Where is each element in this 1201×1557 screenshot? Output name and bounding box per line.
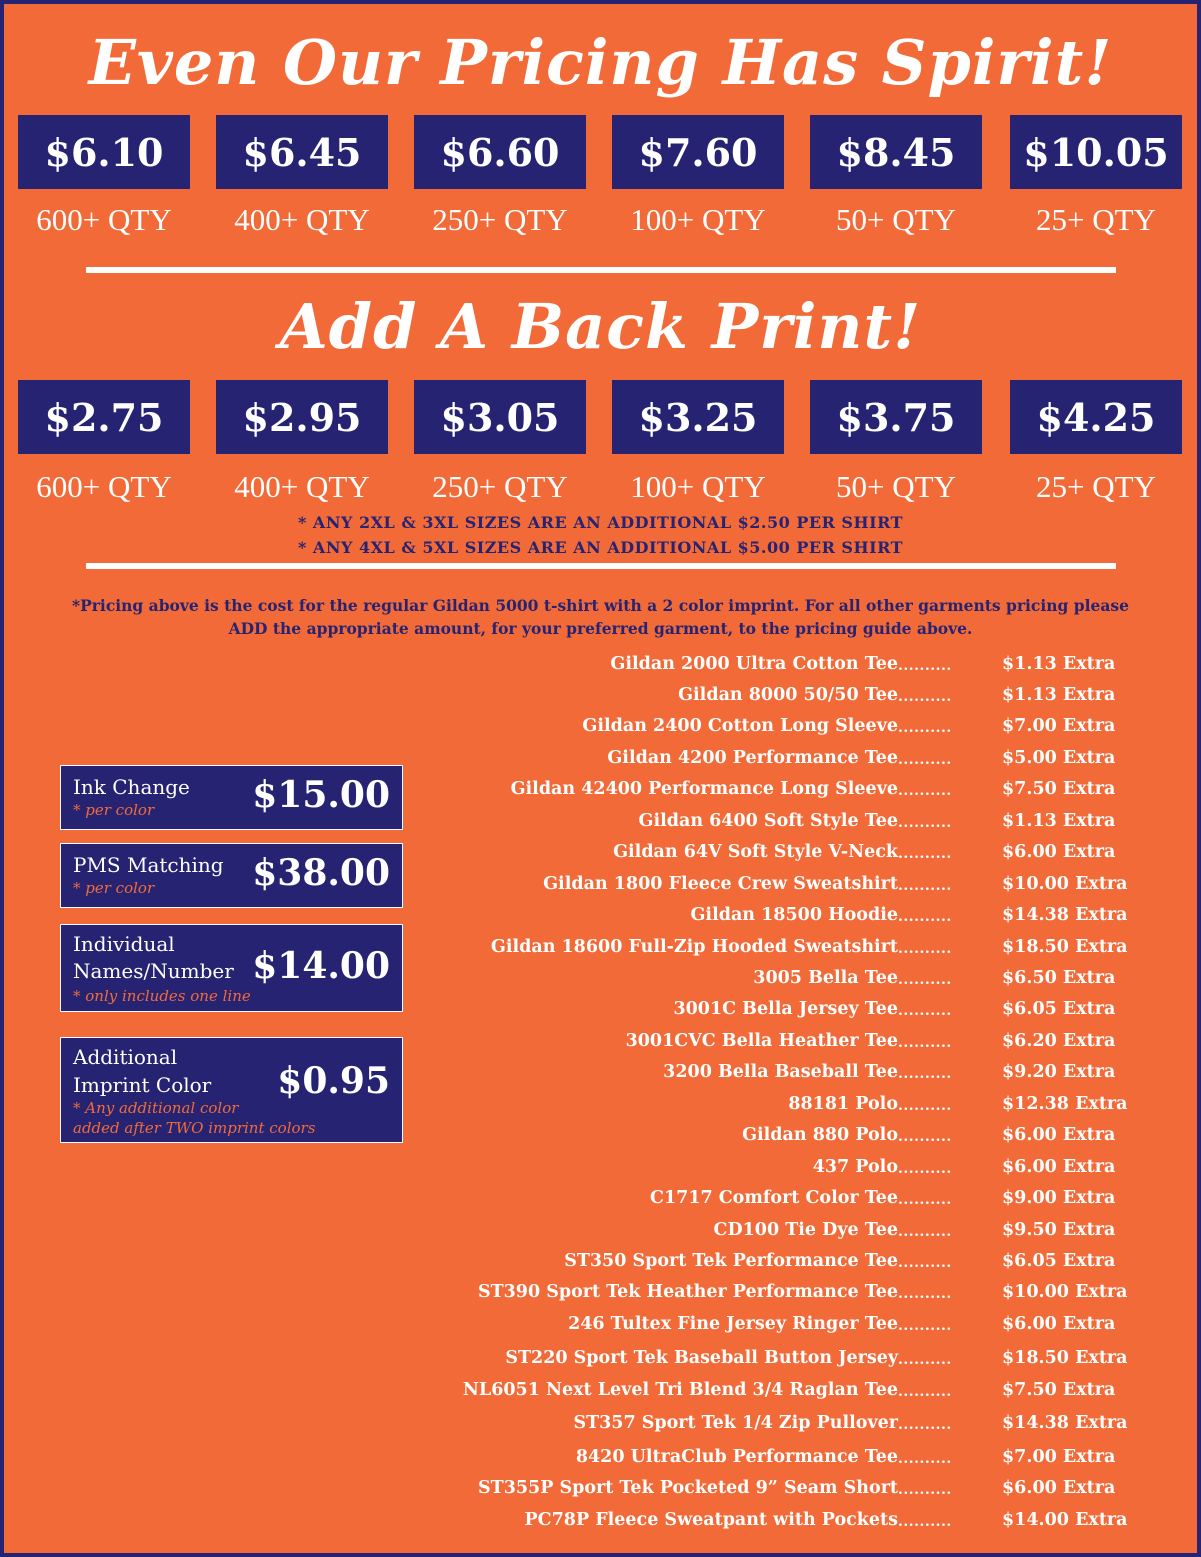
addon-note: * per color [73,801,155,819]
garment-price: $5.00 Extra [1002,748,1116,768]
garment-name: 437 Polo [812,1157,898,1177]
garment-name: Gildan 42400 Performance Long Sleeve [510,779,898,799]
garment-name: C1717 Comfort Color Tee [650,1188,898,1208]
front-qty-label: 250+ QTY [432,202,568,237]
list-item [424,968,1154,999]
back-qty-label: 100+ QTY [630,469,766,504]
leader-dots: .......... [898,1352,952,1368]
leader-dots: .......... [898,1514,952,1530]
garment-price: $14.38 Extra [1002,1413,1128,1433]
leader-dots: .......... [898,1035,952,1051]
garment-name: Gildan 4200 Performance Tee [607,748,898,768]
leader-dots: .......... [898,1129,952,1145]
garment-name: Gildan 18500 Hoodie [690,905,898,925]
price-sheet [4,4,1197,1553]
addon-ink-change [60,765,403,830]
leader-dots: .......... [898,658,952,674]
garment-price: $1.13 Extra [1002,654,1116,674]
main-title: Even Our Pricing Has Spirit! [88,26,1113,99]
back-price-row [18,380,1198,454]
garment-name: 246 Tultex Fine Jersey Ringer Tee [568,1314,898,1334]
addon-label: Names/Number [73,959,234,983]
front-price-box: $6.10 [18,115,190,189]
list-item [424,685,1154,716]
leader-dots: .......... [898,972,952,988]
addon-imprint-color [60,1037,403,1143]
back-price-box: $3.05 [414,380,586,454]
back-price-box: $3.25 [612,380,784,454]
list-item [424,1447,1154,1478]
garment-name: 88181 Polo [788,1094,898,1114]
list-item [424,1478,1154,1509]
list-item [424,874,1154,905]
garment-price: $6.20 Extra [1002,1031,1116,1051]
garment-name: Gildan 64V Soft Style V-Neck [613,842,898,862]
front-qty-label: 100+ QTY [630,202,766,237]
addon-price: $14.00 [252,945,390,987]
list-item [424,842,1154,873]
list-item [424,1314,1154,1345]
garment-name: ST357 Sport Tek 1/4 Zip Pullover [573,1413,898,1433]
leader-dots: .......... [898,752,952,768]
list-item [424,779,1154,810]
divider [86,267,1116,273]
addon-individual-names [60,924,403,1012]
leader-dots: .......... [898,1384,952,1400]
leader-dots: .......... [898,1066,952,1082]
front-qty-label: 600+ QTY [36,202,172,237]
leader-dots: .......... [898,878,952,894]
garment-name: ST220 Sport Tek Baseball Button Jersey [505,1348,898,1368]
leader-dots: .......... [898,1255,952,1271]
list-item [424,937,1154,968]
garment-price: $6.05 Extra [1002,999,1116,1019]
garment-price: $14.38 Extra [1002,905,1128,925]
front-price-box: $6.60 [414,115,586,189]
list-item [424,1220,1154,1251]
garment-price: $12.38 Extra [1002,1094,1128,1114]
leader-dots: .......... [898,846,952,862]
garment-price: $1.13 Extra [1002,685,1116,705]
front-qty-row [18,202,1198,242]
list-item [424,1251,1154,1282]
addon-price: $38.00 [252,852,390,894]
garment-name: 8420 UltraClub Performance Tee [575,1447,898,1467]
front-qty-label: 25+ QTY [1036,202,1156,237]
garment-name: 3200 Bella Baseball Tee [663,1062,898,1082]
garment-price: $6.00 Extra [1002,1125,1116,1145]
garment-price: $7.00 Extra [1002,716,1116,736]
leader-dots: .......... [898,1003,952,1019]
garment-name: ST390 Sport Tek Heather Performance Tee [477,1282,898,1302]
leader-dots: .......... [898,1482,952,1498]
garment-name: Gildan 6400 Soft Style Tee [638,811,898,831]
back-price-box: $3.75 [810,380,982,454]
leader-dots: .......... [898,720,952,736]
list-item [424,1062,1154,1093]
list-item [424,1125,1154,1156]
pricing-disclaimer: *Pricing above is the cost for the regular Gildan 5000 t-shirt with a 2 color imprint. For all other garments pricing please ADD the appropriate amount, for your preferred garment, to the pricing guide above. [72,596,1129,638]
garment-price: $9.20 Extra [1002,1062,1116,1082]
leader-dots: .......... [898,1192,952,1208]
list-item [424,1348,1154,1379]
list-item [424,1094,1154,1125]
addon-note: added after TWO imprint colors [73,1119,316,1137]
list-item [424,716,1154,747]
garment-name: ST355P Sport Tek Pocketed 9” Seam Short [478,1478,898,1498]
list-item [424,1282,1154,1313]
garment-price: $9.00 Extra [1002,1188,1116,1208]
garment-price: $6.00 Extra [1002,1314,1116,1334]
back-qty-label: 400+ QTY [234,469,370,504]
leader-dots: .......... [898,815,952,831]
list-item [424,905,1154,936]
garment-price: $7.50 Extra [1002,779,1116,799]
addon-label: Additional [73,1045,178,1069]
list-item [424,1380,1154,1411]
addon-price: $0.95 [277,1060,390,1102]
garment-price: $6.00 Extra [1002,842,1116,862]
back-qty-row [18,469,1198,509]
garment-price: $10.00 Extra [1002,1282,1128,1302]
garment-name: NL6051 Next Level Tri Blend 3/4 Raglan Tee [462,1380,898,1400]
addon-price: $15.00 [252,774,390,816]
size-notes [4,510,1197,560]
back-price-box: $2.95 [216,380,388,454]
list-item [424,811,1154,842]
size-note: * ANY 4XL & 5XL SIZES ARE AN ADDITIONAL $5.00 PER SHIRT [297,538,904,557]
garment-name: ST350 Sport Tek Performance Tee [564,1251,898,1271]
leader-dots: .......... [898,1286,952,1302]
list-item [424,1188,1154,1219]
back-qty-label: 25+ QTY [1036,469,1156,504]
garment-price: $10.00 Extra [1002,874,1128,894]
list-item [424,1413,1154,1444]
garment-name: 3005 Bella Tee [753,968,898,988]
back-qty-label: 50+ QTY [836,469,956,504]
leader-dots: .......... [898,783,952,799]
garment-name: Gildan 1800 Fleece Crew Sweatshirt [543,874,898,894]
list-item [424,1157,1154,1188]
garment-name: 3001C Bella Jersey Tee [673,999,898,1019]
front-price-box: $7.60 [612,115,784,189]
garment-price: $6.05 Extra [1002,1251,1116,1271]
front-price-box: $6.45 [216,115,388,189]
garment-price: $7.50 Extra [1002,1380,1116,1400]
leader-dots: .......... [898,1318,952,1334]
garment-name: Gildan 880 Polo [742,1125,898,1145]
addon-note: * only includes one line [73,987,251,1005]
garment-name: Gildan 2400 Cotton Long Sleeve [582,716,898,736]
list-item [424,1031,1154,1062]
addon-note: * per color [73,879,155,897]
garment-price: $18.50 Extra [1002,937,1128,957]
list-item [424,1510,1154,1541]
front-price-box: $10.05 [1010,115,1182,189]
addon-label: Individual [73,932,175,956]
addon-label: Imprint Color [73,1073,212,1097]
front-price-row [18,115,1198,189]
garment-name: Gildan 8000 50/50 Tee [678,685,898,705]
front-qty-label: 50+ QTY [836,202,956,237]
front-qty-label: 400+ QTY [234,202,370,237]
garment-price: $14.00 Extra [1002,1510,1128,1530]
garment-price: $6.50 Extra [1002,968,1116,988]
garment-price: $9.50 Extra [1002,1220,1116,1240]
garment-name: Gildan 18600 Full-Zip Hooded Sweatshirt [490,937,898,957]
garment-name: 3001CVC Bella Heather Tee [625,1031,898,1051]
addon-label: Ink Change [73,775,190,799]
garment-price: $18.50 Extra [1002,1348,1128,1368]
divider [86,563,1116,569]
front-price-box: $8.45 [810,115,982,189]
garment-price: $6.00 Extra [1002,1478,1116,1498]
leader-dots: .......... [898,1098,952,1114]
addon-label: PMS Matching [73,853,224,877]
leader-dots: .......... [898,941,952,957]
back-qty-label: 600+ QTY [36,469,172,504]
back-price-box: $4.25 [1010,380,1182,454]
garment-price: $1.13 Extra [1002,811,1116,831]
list-item [424,654,1154,685]
garment-name: Gildan 2000 Ultra Cotton Tee [610,654,898,674]
list-item [424,748,1154,779]
garment-price: $7.00 Extra [1002,1447,1116,1467]
leader-dots: .......... [898,1224,952,1240]
leader-dots: .......... [898,1451,952,1467]
back-print-title: Add A Back Print! [279,290,922,363]
garment-name: CD100 Tie Dye Tee [713,1220,898,1240]
garment-name: PC78P Fleece Sweatpant with Pockets [524,1510,898,1530]
list-item [424,999,1154,1030]
back-qty-label: 250+ QTY [432,469,568,504]
back-price-box: $2.75 [18,380,190,454]
size-note: * ANY 2XL & 3XL SIZES ARE AN ADDITIONAL $2.50 PER SHIRT [297,513,904,532]
leader-dots: .......... [898,909,952,925]
addon-note: * Any additional color [73,1099,239,1117]
leader-dots: .......... [898,1161,952,1177]
garment-price: $6.00 Extra [1002,1157,1116,1177]
leader-dots: .......... [898,1417,952,1433]
leader-dots: .......... [898,689,952,705]
addon-pms-matching [60,843,403,908]
